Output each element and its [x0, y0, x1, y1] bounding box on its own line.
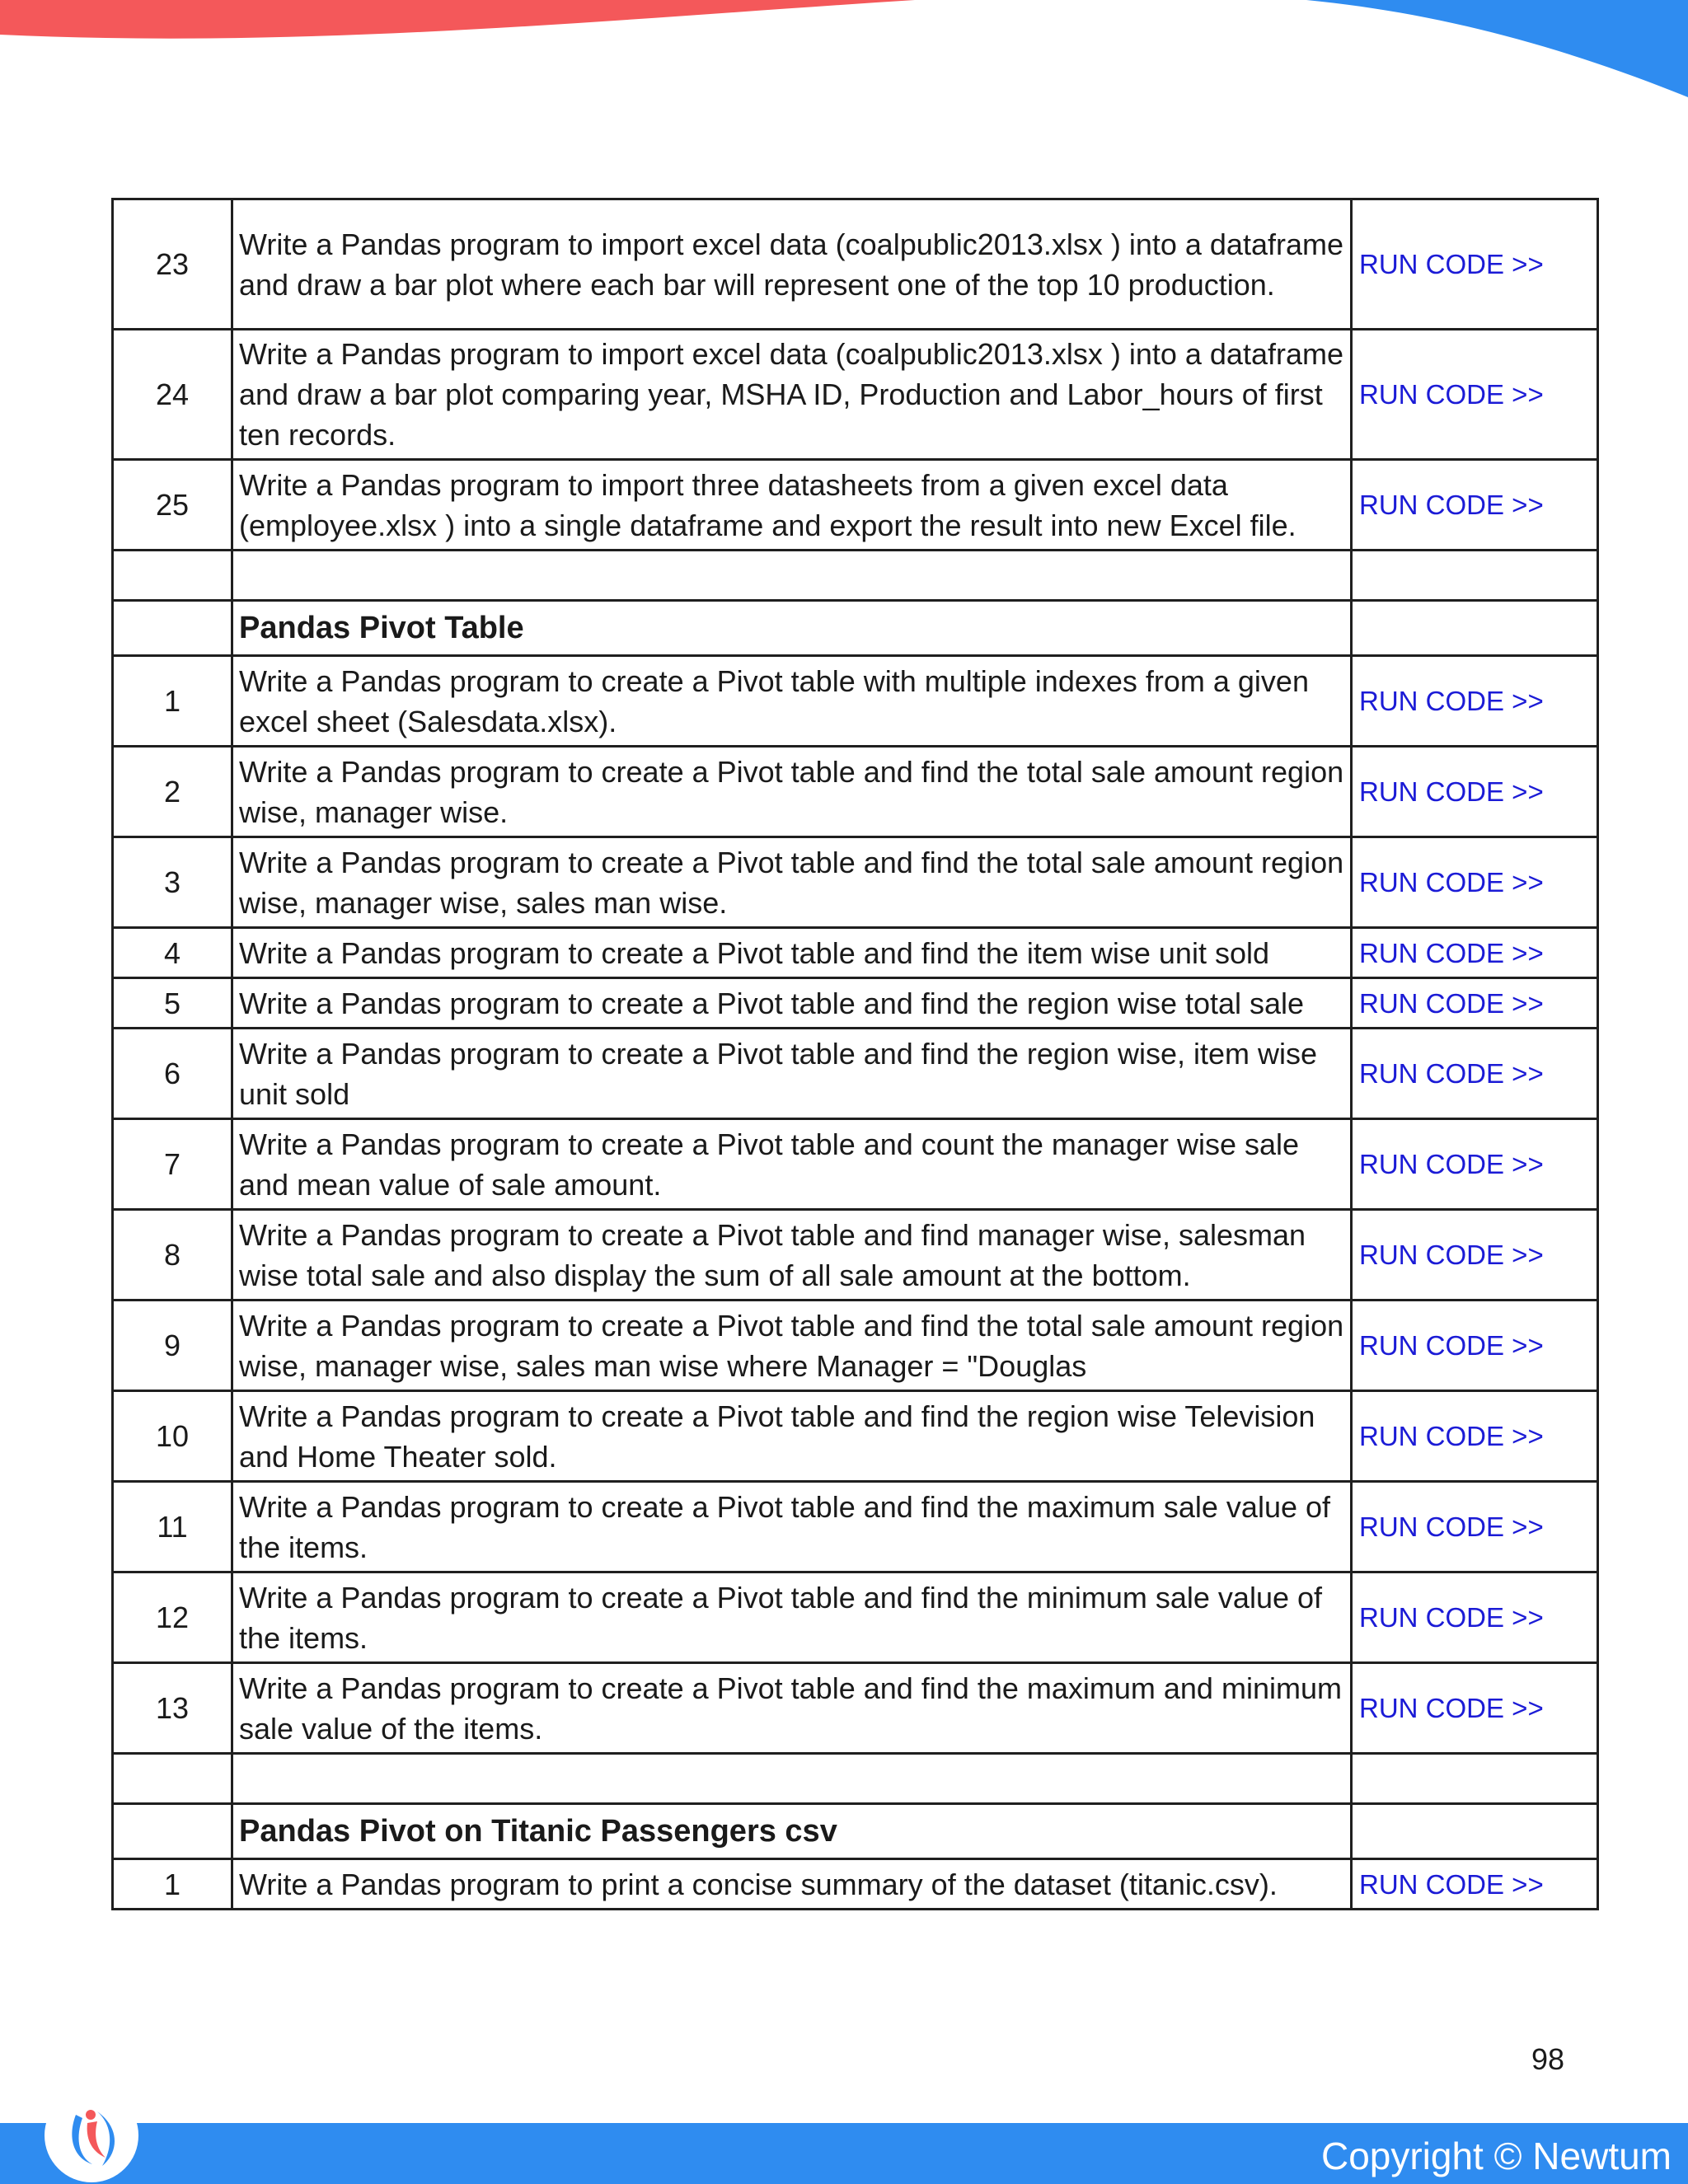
empty-cell [1352, 551, 1598, 601]
table-row [113, 330, 1598, 460]
exercise-description: Write a Pandas program to create a Pivot table and find the total sale amount region wise, manager wise, sales man wise. [232, 837, 1352, 928]
run-code-link[interactable]: RUN CODE >> [1352, 747, 1598, 837]
exercise-number: 9 [113, 1301, 232, 1391]
exercise-description: Write a Pandas program to create a Pivot table and find the maximum and minimum sale value of the items. [232, 1663, 1352, 1754]
section-heading: Pandas Pivot on Titanic Passengers csv [232, 1804, 1352, 1859]
run-code-link[interactable]: RUN CODE >> [1352, 199, 1598, 330]
blank-row [113, 1754, 1598, 1804]
table-row [113, 1663, 1598, 1754]
table-row [113, 1482, 1598, 1572]
exercise-description: Write a Pandas program to create a Pivot table and find the item wise unit sold [232, 928, 1352, 978]
exercise-description: Write a Pandas program to create a Pivot table and find the region wise total sale [232, 978, 1352, 1029]
table-row [113, 460, 1598, 551]
table-row [113, 656, 1598, 747]
table-row [113, 837, 1598, 928]
run-code-link[interactable]: RUN CODE >> [1352, 928, 1598, 978]
exercise-number: 5 [113, 978, 232, 1029]
newtum-logo-icon [43, 2087, 140, 2184]
run-code-link[interactable]: RUN CODE >> [1352, 1301, 1598, 1391]
run-code-link[interactable]: RUN CODE >> [1352, 330, 1598, 460]
exercise-description: Write a Pandas program to create a Pivot table and find the region wise Television and Home Theater sold. [232, 1391, 1352, 1482]
table-row [113, 1119, 1598, 1210]
exercise-description: Write a Pandas program to create a Pivot table and find manager wise, salesman wise total sale and also display the sum of all sale amount at the bottom. [232, 1210, 1352, 1301]
exercise-description: Write a Pandas program to import excel data (coalpublic2013.xlsx ) into a dataframe and draw a bar plot comparing year, MSHA ID, Production and Labor_hours of first ten records. [232, 330, 1352, 460]
run-code-link[interactable]: RUN CODE >> [1352, 1572, 1598, 1663]
page-number: 98 [1531, 2042, 1564, 2076]
table-row [113, 1301, 1598, 1391]
table-row [113, 1029, 1598, 1119]
table-body [113, 199, 1598, 1910]
table-row [113, 928, 1598, 978]
exercise-number: 11 [113, 1482, 232, 1572]
run-code-link[interactable]: RUN CODE >> [1352, 460, 1598, 551]
run-code-link[interactable]: RUN CODE >> [1352, 656, 1598, 747]
table-row [113, 199, 1598, 330]
table-row [113, 1391, 1598, 1482]
empty-cell [1352, 1754, 1598, 1804]
exercise-description: Write a Pandas program to create a Pivot table and find the minimum sale value of the items. [232, 1572, 1352, 1663]
empty-cell [113, 601, 232, 656]
blue-wave [1306, 0, 1688, 97]
copyright-text: Copyright © Newtum [1320, 2135, 1672, 2177]
blank-row [113, 551, 1598, 601]
empty-cell [232, 1754, 1352, 1804]
exercise-description: Write a Pandas program to create a Pivot table and find the maximum sale value of the items. [232, 1482, 1352, 1572]
exercise-description: Write a Pandas program to create a Pivot table and find the region wise, item wise unit sold [232, 1029, 1352, 1119]
run-code-link[interactable]: RUN CODE >> [1352, 837, 1598, 928]
exercise-number: 12 [113, 1572, 232, 1663]
empty-cell [113, 1754, 232, 1804]
run-code-link[interactable]: RUN CODE >> [1352, 1029, 1598, 1119]
red-wave [0, 0, 915, 39]
table-row [113, 1572, 1598, 1663]
exercise-description: Write a Pandas program to create a Pivot table and find the total sale amount region wise, manager wise. [232, 747, 1352, 837]
run-code-link[interactable]: RUN CODE >> [1352, 978, 1598, 1029]
exercise-number: 1 [113, 1859, 232, 1910]
exercise-number: 6 [113, 1029, 232, 1119]
table-row [113, 1210, 1598, 1301]
empty-cell [232, 551, 1352, 601]
exercise-number: 4 [113, 928, 232, 978]
run-code-link[interactable]: RUN CODE >> [1352, 1482, 1598, 1572]
empty-cell [1352, 601, 1598, 656]
exercise-description: Write a Pandas program to print a concise summary of the dataset (titanic.csv). [232, 1859, 1352, 1910]
exercise-number: 13 [113, 1663, 232, 1754]
exercise-number: 1 [113, 656, 232, 747]
section-heading: Pandas Pivot Table [232, 601, 1352, 656]
exercise-number: 3 [113, 837, 232, 928]
exercise-number: 10 [113, 1391, 232, 1482]
section-heading-row [113, 601, 1598, 656]
empty-cell [1352, 1804, 1598, 1859]
exercise-number: 25 [113, 460, 232, 551]
exercise-number: 23 [113, 199, 232, 330]
run-code-link[interactable]: RUN CODE >> [1352, 1859, 1598, 1910]
run-code-link[interactable]: RUN CODE >> [1352, 1119, 1598, 1210]
exercise-table [111, 198, 1599, 1910]
run-code-link[interactable]: RUN CODE >> [1352, 1391, 1598, 1482]
run-code-link[interactable]: RUN CODE >> [1352, 1210, 1598, 1301]
exercise-description: Write a Pandas program to create a Pivot table with multiple indexes from a given excel sheet (Salesdata.xlsx). [232, 656, 1352, 747]
empty-cell [113, 1804, 232, 1859]
section-heading-row [113, 1804, 1598, 1859]
table-row [113, 747, 1598, 837]
exercise-number: 8 [113, 1210, 232, 1301]
table-row [113, 978, 1598, 1029]
exercise-description: Write a Pandas program to create a Pivot table and find the total sale amount region wise, manager wise, sales man wise where Manager = "Douglas [232, 1301, 1352, 1391]
empty-cell [113, 551, 232, 601]
exercise-number: 24 [113, 330, 232, 460]
exercise-number: 2 [113, 747, 232, 837]
exercise-number: 7 [113, 1119, 232, 1210]
top-decoration [0, 0, 1688, 107]
exercise-description: Write a Pandas program to import three datasheets from a given excel data (employee.xlsx ) into a single dataframe and export the result into new Excel file. [232, 460, 1352, 551]
exercise-description: Write a Pandas program to import excel data (coalpublic2013.xlsx ) into a dataframe and draw a bar plot where each bar will represent one of the top 10 production. [232, 199, 1352, 330]
table-row [113, 1859, 1598, 1910]
exercise-description: Write a Pandas program to create a Pivot table and count the manager wise sale and mean value of sale amount. [232, 1119, 1352, 1210]
run-code-link[interactable]: RUN CODE >> [1352, 1663, 1598, 1754]
